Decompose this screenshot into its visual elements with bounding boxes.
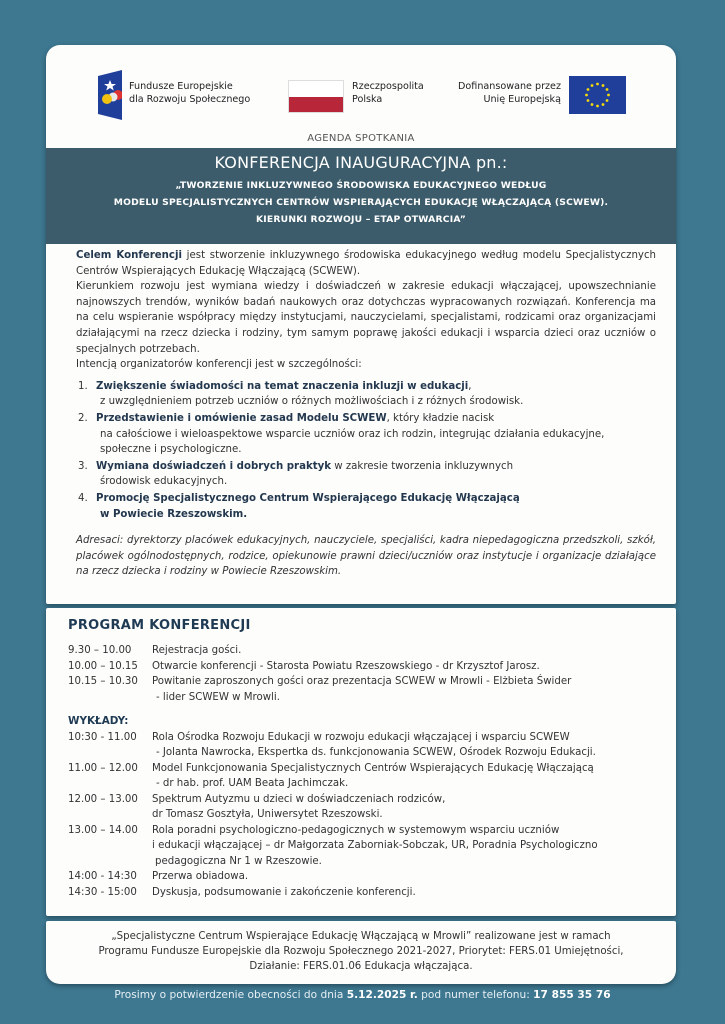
goal-item — [76, 491, 656, 522]
goal-bold: Promocję Specjalistycznego Centrum Wspierającego Edukację Włączającą — [96, 492, 520, 504]
fe-logo-line1: Fundusze Europejskie — [129, 81, 233, 92]
addressees: Adresaci: dyrektorzy placówek edukacyjnych, nauczyciele, specjaliści, kadra niepedagogiczna przedszkoli, szkół, placówek ogólnodostępnych, rodzice, opiekunowie prawni dzieci/uczniów oraz instytucje i organizacje działające na rzecz dziecka i rodziny w Powiecie Rzeszowskim. — [76, 535, 656, 578]
program-row — [68, 659, 668, 675]
intro-intention: Intencją organizatorów konferencji jest w szczególności: — [76, 359, 362, 371]
lecture-desc-line: Rola Ośrodka Rozwoju Edukacji w rozwoju edukacji włączającej i wsparciu SCWEW — [152, 731, 570, 743]
goal-number: 2. — [78, 412, 88, 424]
eu-star-icon — [596, 83, 599, 86]
goal-bold: Zwiększenie świadomości na temat znaczenia inkluzji w edukacji — [96, 380, 469, 392]
program-time: 9.30 – 10.00 — [68, 645, 132, 656]
eu-star-icon — [587, 99, 590, 102]
lecture-desc-line: Spektrum Autyzmu u dzieci w doświadczeniach rodziców, — [152, 793, 446, 805]
conference-title: KONFERENCJA INAUGURACYJNA pn.: — [214, 153, 508, 172]
eu-star-icon — [585, 94, 588, 97]
funding-line-2: Programu Fundusze Europejskie dla Rozwoju Społecznego 2021-2027, Priorytet: FERS.01 Umiejętności, — [98, 946, 624, 958]
eu-star-icon — [596, 105, 599, 108]
program-row — [68, 643, 668, 659]
lecture-row — [68, 885, 668, 901]
lecture-desc-line: Model Funkcjonowania Specjalistycznych Centrów Wspierających Edukację Włączającą — [152, 762, 594, 774]
lecture-description — [152, 730, 668, 761]
rsvp-phone: 17 855 35 76 — [533, 989, 611, 1001]
lecture-desc-line: Przerwa obiadowa. — [152, 871, 249, 882]
lecture-description — [152, 869, 668, 885]
intro-paragraph-2: Kierunkiem rozwoju jest wymiana wiedzy i doświadczeń w zakresie edukacji włączającej, upowszechnianie najnowszych trendów, wyników badań naukowych oraz dotychczas wypracowanych rozwiązań. Konferencja ma na celu wspieranie współpracy między instytucjami, nauczycielami, specjalistami, rodzicami oraz organizacjami działającymi na rzecz dziecka i rodziny, tym samym poprawę jakości edukacji i wsparcia dzieci oraz uczniów o specjalnych potrzebach. — [76, 281, 656, 355]
funding-line-1: „Specjalistyczne Centrum Wspierające Edukację Włączającą w Mrowli” realizowane jest w ramach — [111, 931, 611, 942]
rsvp-prefix: Prosimy o potwierdzenie obecności do dnia — [114, 989, 347, 1001]
intro-paragraph-1 — [76, 248, 656, 279]
eu-star-icon — [602, 103, 605, 106]
subtitle-line-3: KIERUNKI ROZWOJU – ETAP OTWARCIA” — [255, 214, 467, 225]
eu-star-icon — [606, 88, 609, 91]
conference-subtitle — [46, 177, 676, 228]
pl-logo-line1: Rzeczpospolita — [352, 81, 424, 92]
eu-flag-icon — [569, 76, 626, 114]
eu-logo-line2: Unię Europejską — [483, 93, 561, 105]
goal-continuation: z uwzględnieniem potrzeb uczniów o różnych możliwościach i z różnych środowisk. — [100, 396, 524, 408]
goal-item — [76, 411, 656, 458]
pl-logo-text — [352, 81, 424, 106]
program-list — [68, 643, 668, 900]
lecture-desc-line: Rola poradni psychologiczno-pedagogicznych w systemowym wsparciu uczniów — [152, 824, 560, 836]
program-card — [46, 608, 676, 916]
lecture-description — [152, 792, 668, 823]
goal-continuation: na całościowe i wieloaspektowe wsparcie uczniów oraz ich rodzin, integrując działania edukacyjne, społeczne i psychologiczne. — [100, 428, 605, 456]
lecture-description — [152, 885, 668, 901]
intro-section — [76, 248, 656, 580]
goal-item — [76, 379, 656, 410]
program-time: 10.15 – 10.30 — [68, 676, 138, 687]
lecture-description — [152, 823, 668, 870]
lectures-heading: WYKŁADY: — [68, 715, 129, 727]
lecture-time: 14:00 - 14:30 — [68, 871, 137, 882]
lecture-desc-line: dr Tomasz Gosztyła, Uniwersytet Rzeszowski. — [152, 809, 383, 820]
subtitle-line-2: MODELU SPECJALISTYCZNYCH CENTRÓW WSPIERAJĄCYCH EDUKACJĘ WŁĄCZAJĄCĄ (SCWEW). — [113, 197, 609, 208]
goals-list — [76, 379, 656, 522]
program-description — [152, 659, 668, 675]
subtitle-line-1: „TWORZENIE INKLUZYWNEGO ŚRODOWISKA EDUKACYJNEGO WEDŁUG — [175, 180, 547, 191]
lecture-row — [68, 823, 668, 870]
lecture-time: 10:30 - 11.00 — [68, 731, 137, 743]
program-description — [152, 674, 668, 705]
program-desc-line: - lider SCWEW w Mrowli. — [156, 691, 280, 703]
lecture-description — [152, 761, 668, 792]
lecture-time: 14:30 - 15:00 — [68, 886, 137, 898]
program-description — [152, 643, 668, 659]
poland-flag-icon — [288, 80, 344, 113]
eu-star-icon — [591, 103, 594, 106]
fe-logo-icon — [98, 70, 122, 120]
goal-rest: w zakresie tworzenia inkluzywnych — [331, 460, 514, 472]
agenda-label: AGENDA SPOTKANIA — [307, 133, 415, 144]
lecture-desc-line: - dr hab. prof. UAM Beata Jachimczak. — [156, 778, 349, 789]
goal-bold: Przedstawienie i omówienie zasad Modelu SCWEW — [96, 412, 387, 424]
eu-star-icon — [606, 99, 609, 102]
eu-star-icon — [607, 94, 610, 97]
rsvp-date: 5.12.2025 r. — [346, 989, 418, 1001]
goal-continuation: w Powiecie Rzeszowskim. — [100, 508, 248, 520]
goal-rest: , który kładzie nacisk — [386, 412, 495, 424]
goal-bold: Wymiana doświadczeń i dobrych praktyk — [96, 460, 332, 472]
logo-bar — [46, 70, 676, 120]
fe-logo-text — [129, 81, 250, 106]
lecture-desc-line: - Jolanta Nawrocka, Ekspertka ds. funkcjonowania SCWEW, Ośrodek Rozwoju Edukacji. — [156, 747, 596, 758]
goal-number: 3. — [78, 460, 88, 472]
rsvp-note — [0, 989, 725, 1001]
lecture-time: 11.00 – 12.00 — [68, 762, 138, 774]
rsvp-middle: pod numer telefonu: — [417, 989, 534, 1001]
intro-lead-rest: jest stworzenie inkluzywnego środowiska edukacyjnego według modelu Specjalistycznych Centrów Wspierających Edukację Włączającą (SCWEW). — [76, 250, 656, 277]
program-desc-line: Powitanie zaproszonych gości oraz prezentacja SCWEW w Mrowli - Elżbieta Świder — [152, 676, 572, 687]
lecture-time: 13.00 – 14.00 — [68, 824, 138, 836]
goal-number: 4. — [78, 492, 88, 504]
goal-continuation: środowisk edukacyjnych. — [100, 476, 228, 488]
funding-card — [46, 921, 676, 984]
lecture-row — [68, 869, 668, 885]
goal-number: 1. — [78, 380, 88, 392]
lecture-desc-line: pedagogiczna Nr 1 w Rzeszowie. — [155, 855, 322, 867]
eu-star-icon — [602, 84, 605, 87]
funding-line-3: Działanie: FERS.01.06 Edukacja włączająca. — [249, 961, 473, 973]
goal-item — [76, 459, 656, 490]
lecture-row — [68, 761, 668, 792]
intro-lead-bold: Celem Konferencji — [76, 250, 182, 261]
lecture-desc-line: Dyskusja, podsumowanie i zakończenie konferencji. — [152, 886, 416, 898]
lecture-time: 12.00 – 13.00 — [68, 793, 138, 805]
lecture-desc-line: i edukacji włączającej – dr Małgorzata Zaborniak-Sobczak, UR, Poradnia Psychologiczno — [152, 840, 598, 851]
eu-logo-text — [448, 81, 561, 106]
lecture-row — [68, 792, 668, 823]
program-row — [68, 674, 668, 705]
program-desc-line: Rejestracja gości. — [152, 645, 242, 656]
program-desc-line: Otwarcie konferencji - Starosta Powiatu Rzeszowskiego - dr Krzysztof Jarosz. — [152, 660, 540, 672]
eu-star-icon — [587, 88, 590, 91]
program-time: 10.00 – 10.15 — [68, 660, 138, 672]
lecture-row — [68, 730, 668, 761]
eu-star-icon — [591, 84, 594, 87]
fe-logo-line2: dla Rozwoju Społecznego — [129, 93, 251, 105]
agenda-card — [46, 45, 676, 604]
eu-logo-line1: Dofinansowane przez — [458, 81, 561, 92]
title-band — [46, 148, 676, 244]
pl-logo-line2: Polska — [352, 93, 383, 105]
funding-note — [46, 921, 676, 975]
goal-rest: , — [468, 380, 472, 392]
program-heading: PROGRAM KONFERENCJI — [68, 618, 251, 633]
